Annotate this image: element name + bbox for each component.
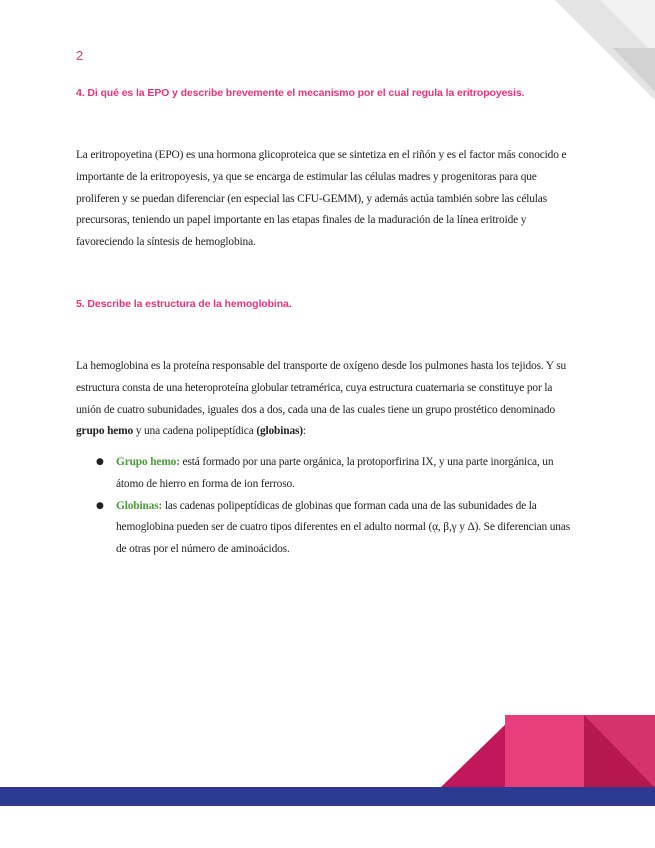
answer-bold-grupo-hemo: grupo hemo bbox=[76, 425, 134, 438]
answer-text-2: y una cadena polipeptídica bbox=[133, 425, 257, 438]
description-grupo-hemo: está formado por una parte orgánica, la protoporfirina IX, y una parte inorgánica, un átomo de hierro en forma de ion ferroso. bbox=[116, 456, 554, 490]
question-4-heading: 4. Di qué es la EPO y describe brevemente el mecanismo por el cual regula la eritropoyesis. bbox=[76, 87, 525, 99]
question-4-answer: La eritropoyetina (EPO) es una hormona glicoproteica que se sintetiza en el riñón y es el factor más conocido e importante de la eritropoyesis, ya que se encarga de estimular las células madres y progenitoras para que proliferen y se puedan diferenciar (en especial las CFU-GEMM), y además actúa también sobre las células precursoras, teniendo un papel importante en las etapas finales de la maduración de la línea eritroide y favoreciendo la síntesis de hemoglobina. bbox=[76, 149, 567, 249]
footer-decoration bbox=[0, 710, 655, 820]
answer-bold-globinas: (globinas) bbox=[256, 425, 303, 438]
page-number: 2 bbox=[76, 48, 84, 63]
term-grupo-hemo: Grupo hemo: bbox=[116, 456, 180, 468]
corner-decoration bbox=[555, 0, 655, 100]
bullet-icon: ● bbox=[96, 500, 104, 511]
hemoglobin-components-list bbox=[96, 452, 580, 561]
answer-text-1: La hemoglobina es la proteína responsable del transporte de oxígeno desde los pulmones hasta los tejidos. Y su estructura consta de una heteroproteína globular tetramérica, cuya estructura cuaternaria se constituye por la unión de cuatro subunidades, iguales dos a dos, cada una de las cuales tiene un grupo prostético denominado bbox=[76, 360, 567, 416]
answer-text-3: : bbox=[302, 425, 306, 438]
description-globinas: las cadenas polipeptídicas de globinas que forman cada una de las subunidades de la hemoglobina pueden ser de cuatro tipos diferentes en el adulto normal (ᾳ, β,γ y Δ). Se diferencian unas de otras por el número de aminoácidos. bbox=[116, 499, 571, 556]
list-item-grupo-hemo bbox=[96, 452, 580, 496]
question-5-answer bbox=[76, 356, 578, 443]
list-item-globinas bbox=[96, 496, 580, 561]
bullet-icon: ● bbox=[96, 457, 104, 467]
term-globinas: Globinas: bbox=[116, 499, 163, 512]
question-5-heading: 5. Describe la estructura de la hemoglobina. bbox=[76, 298, 292, 310]
